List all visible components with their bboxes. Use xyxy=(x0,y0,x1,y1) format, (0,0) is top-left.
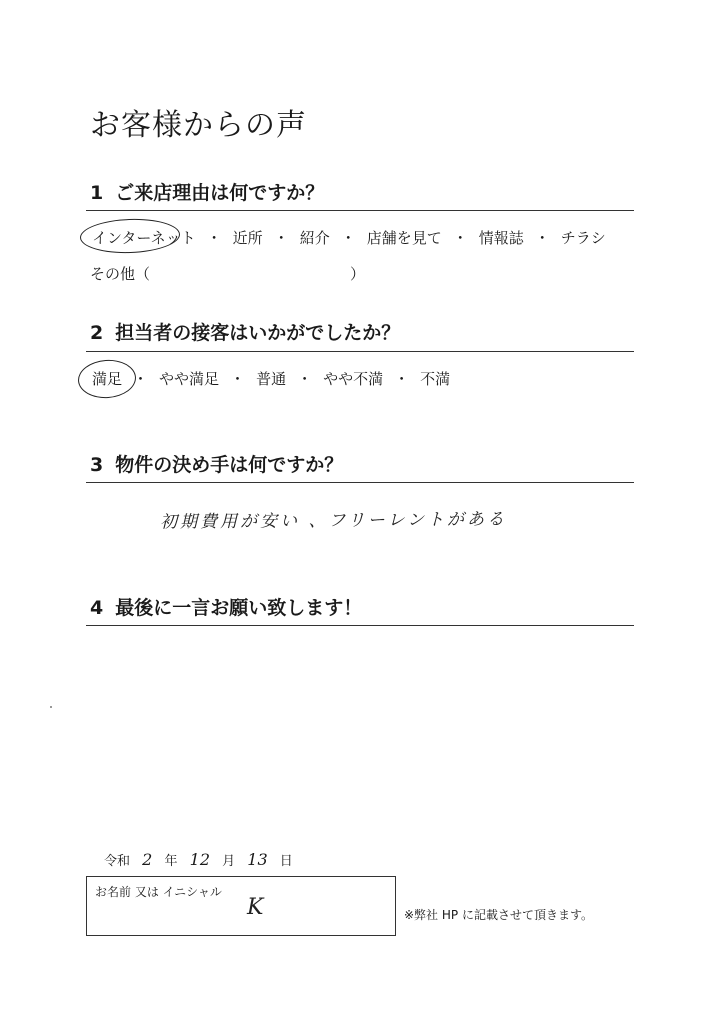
date-month[interactable]: 12 xyxy=(189,850,210,869)
q2-option-somewhat-satisfied[interactable]: やや満足 xyxy=(159,370,220,388)
option-separator: ・ xyxy=(206,229,222,247)
question-4-label: 最後に一言お願い致します！ xyxy=(115,597,363,619)
q1-selection-circle xyxy=(79,217,180,254)
option-separator: ・ xyxy=(133,370,149,388)
scan-speck xyxy=(50,706,52,708)
question-3-number: 3 xyxy=(90,454,104,476)
question-3-rule xyxy=(86,482,634,483)
date-month-unit: 月 xyxy=(222,854,236,869)
q2-selection-circle xyxy=(77,358,138,400)
date-line xyxy=(104,850,293,869)
option-separator: ・ xyxy=(394,370,410,388)
option-separator: ・ xyxy=(452,229,468,247)
q1-option-saw-store[interactable]: 店舗を見て xyxy=(366,229,442,247)
date-day-unit: 日 xyxy=(279,854,293,869)
question-3-label: 物件の決め手は何ですか？ xyxy=(115,454,344,476)
option-separator: ・ xyxy=(340,229,356,247)
q2-option-satisfied[interactable]: 満足 xyxy=(92,370,123,388)
question-2-heading xyxy=(90,318,400,345)
q1-other-close: ） xyxy=(350,265,366,283)
q1-option-referral[interactable]: 紹介 xyxy=(299,229,330,247)
question-4-answer-area[interactable] xyxy=(90,640,630,820)
date-day[interactable]: 13 xyxy=(247,850,268,869)
q1-option-flyer[interactable]: チラシ xyxy=(560,229,606,247)
question-3-answer[interactable]: 初期費用が安い 、フリーレントがある xyxy=(159,509,508,533)
question-1-number: 1 xyxy=(90,182,104,204)
q1-option-internet[interactable]: インターネット xyxy=(92,229,196,247)
name-value[interactable]: K xyxy=(247,895,264,920)
question-4-rule xyxy=(86,625,634,626)
question-2-options xyxy=(92,368,450,389)
question-3-heading xyxy=(90,450,343,477)
question-2-number: 2 xyxy=(90,322,104,344)
question-1-heading xyxy=(90,178,324,205)
q1-option-magazine[interactable]: 情報誌 xyxy=(478,229,524,247)
q1-other-label: その他（ xyxy=(90,265,151,283)
date-era: 令和 xyxy=(104,854,131,869)
question-4-number: 4 xyxy=(90,597,104,619)
option-separator: ・ xyxy=(297,370,313,388)
question-1-other xyxy=(90,263,365,284)
q2-option-dissatisfied[interactable]: 不満 xyxy=(420,370,451,388)
page-title: お客様からの声 xyxy=(90,108,307,143)
question-2-rule xyxy=(86,351,634,352)
q2-option-neutral[interactable]: 普通 xyxy=(256,370,287,388)
q1-option-neighborhood[interactable]: 近所 xyxy=(232,229,263,247)
question-4-heading xyxy=(90,593,362,620)
question-1-label: ご来店理由は何ですか？ xyxy=(115,182,325,204)
option-separator: ・ xyxy=(273,229,289,247)
date-year[interactable]: 2 xyxy=(142,850,153,869)
option-separator: ・ xyxy=(230,370,246,388)
publication-note: ※弊社 HP に記載させて頂きます。 xyxy=(404,908,593,922)
name-box[interactable] xyxy=(86,876,396,936)
question-2-label: 担当者の接客はいかがでしたか？ xyxy=(115,322,401,344)
name-label: お名前 又は イニシャル xyxy=(95,885,222,899)
question-1-rule xyxy=(86,210,634,211)
option-separator: ・ xyxy=(534,229,550,247)
date-year-unit: 年 xyxy=(164,854,178,869)
q2-option-somewhat-dissatisfied[interactable]: やや不満 xyxy=(323,370,384,388)
